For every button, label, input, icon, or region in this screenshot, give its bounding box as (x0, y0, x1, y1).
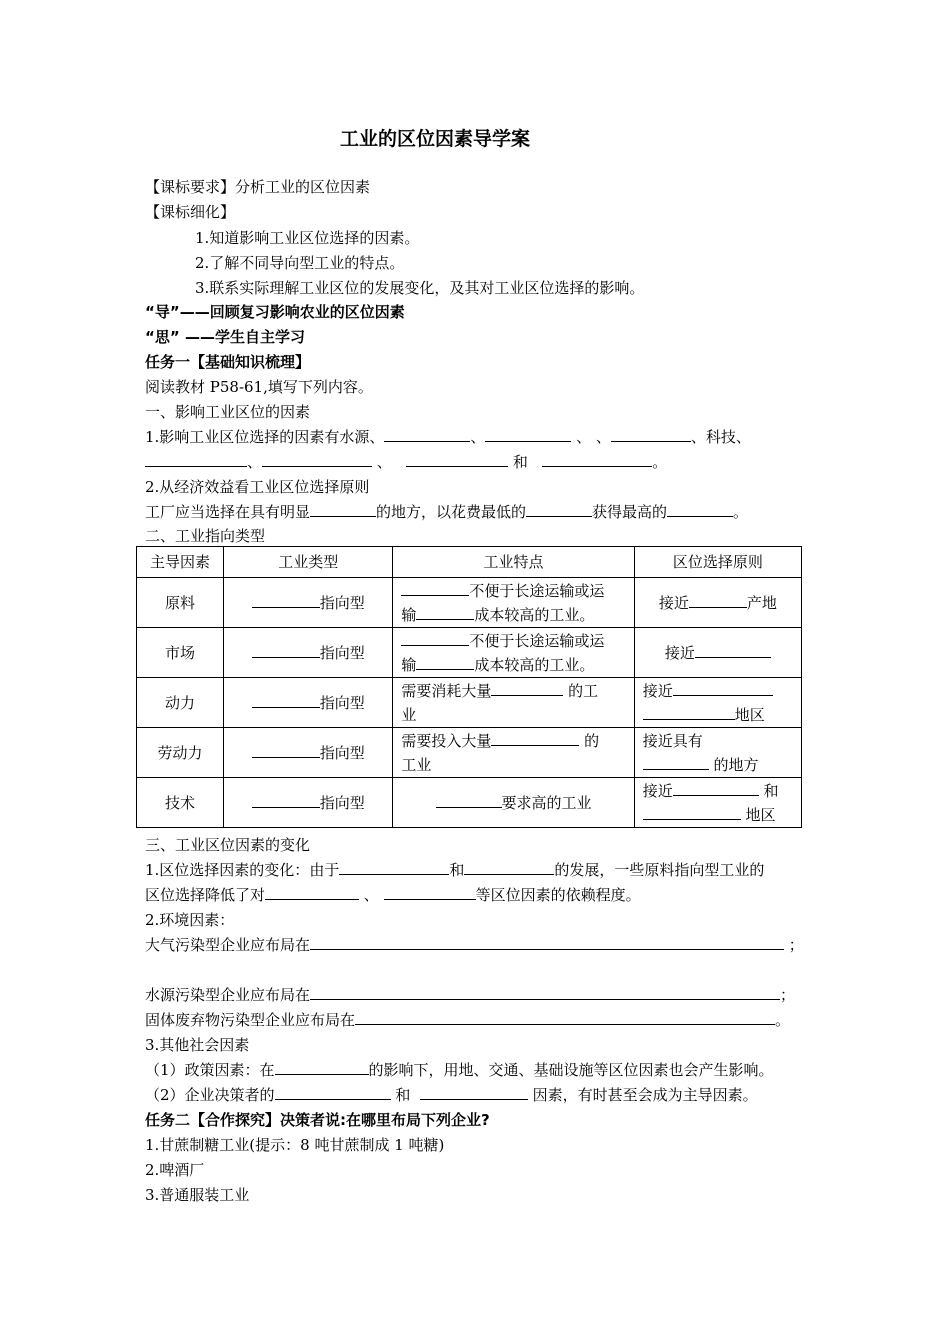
keji-text: 、科技、 (690, 428, 751, 446)
feature-text: 输 (401, 655, 417, 674)
location-cell (634, 728, 801, 778)
policy-line (145, 1060, 774, 1080)
solid-end: 。 (775, 1011, 791, 1029)
feature-text: 成本较高的工业。 (474, 605, 595, 624)
location-text: 接近 (658, 593, 689, 612)
requirement-label: 【课标要求】 (145, 178, 236, 196)
type-cell (224, 628, 393, 678)
air-end: ； (784, 936, 804, 954)
location-text: 地区 (734, 705, 765, 724)
section2-heading: 二、工业指向类型 (145, 527, 266, 545)
fill-blank[interactable] (252, 793, 320, 808)
decision-text: （2）企业决策者的 (145, 1086, 275, 1104)
fill-blank[interactable] (310, 985, 780, 1000)
factors-line-1 (145, 427, 751, 447)
location-text: 产地 (746, 593, 777, 612)
feature-text: 工业 (401, 755, 432, 774)
location-text: 接近 (664, 643, 695, 662)
fill-blank[interactable] (667, 502, 733, 517)
q2-line (145, 502, 748, 522)
feature-cell (393, 628, 634, 678)
change-text: 和 (449, 861, 465, 879)
fill-blank[interactable] (310, 502, 376, 517)
feature-text: 不便于长途运输或运 (469, 631, 605, 650)
type-suffix: 指向型 (319, 793, 365, 812)
location-cell (634, 628, 801, 678)
table-header: 工业类型 (224, 547, 393, 578)
fill-blank[interactable] (252, 643, 320, 658)
feature-text: 输 (401, 605, 417, 624)
location-cell (634, 678, 801, 728)
change-line-1 (145, 860, 764, 880)
type-suffix: 指向型 (319, 643, 365, 662)
solid-waste-line (145, 1010, 790, 1030)
type-suffix: 指向型 (319, 593, 365, 612)
table-header-row (137, 547, 802, 578)
feature-text: 需要消耗大量 (401, 681, 492, 700)
document-title: 工业的区位因素导学案 (339, 128, 530, 150)
curriculum-detail-label: 【课标细化】 (145, 203, 236, 221)
fill-blank[interactable] (436, 793, 502, 808)
table-header: 主导因素 (137, 547, 224, 578)
location-text: 接近具有 (642, 731, 703, 750)
q2-text: 的地方，以花费最低的 (376, 503, 527, 521)
type-cell (224, 728, 393, 778)
water-end: ； (780, 986, 796, 1004)
feature-cell (393, 778, 634, 828)
change-line-2 (145, 885, 641, 905)
reading-instruction: 阅读教材 P58-61,填写下列内容。 (145, 378, 373, 396)
location-cell (634, 578, 801, 628)
separator: 、 (571, 428, 592, 446)
factor-cell: 劳动力 (137, 728, 224, 778)
change-text: 等区位因素的依赖程度。 (475, 886, 641, 904)
fill-blank[interactable] (485, 427, 571, 442)
fill-blank[interactable] (491, 731, 579, 746)
social-heading: 3.其他社会因素 (145, 1036, 250, 1054)
q2-text: 。 (733, 503, 749, 521)
factors-text: 1.影响工业区位选择的因素有水源、 (145, 428, 385, 446)
fill-blank[interactable] (275, 1085, 391, 1100)
fill-blank[interactable] (252, 743, 320, 758)
fill-blank[interactable] (689, 593, 747, 608)
fill-blank[interactable] (420, 1085, 528, 1100)
q2-text: 获得最高的 (592, 503, 668, 521)
solid-text: 固体废弃物污染型企业应布局在 (145, 1011, 356, 1029)
q2-heading: 2.从经济效益看工业区位选择原则 (145, 478, 370, 496)
task2-item-3: 3.普通服装工业 (145, 1186, 250, 1204)
fill-blank[interactable] (542, 452, 652, 467)
dao-heading: “导”——回顾复习影响农业的区位因素 (145, 303, 405, 321)
air-pollution-line (145, 935, 804, 955)
policy-text: 的影响下，用地、交通、基础设施等区位因素也会产生影响。 (368, 1061, 774, 1079)
factor-cell: 原料 (137, 578, 224, 628)
fill-blank[interactable] (401, 581, 469, 596)
feature-text: 的 (579, 731, 600, 750)
factor-cell: 动力 (137, 678, 224, 728)
task1-heading: 任务一【基础知识梳理】 (145, 353, 311, 371)
type-suffix: 指向型 (319, 743, 365, 762)
fill-blank[interactable] (406, 452, 508, 467)
type-cell (224, 578, 393, 628)
air-text: 大气污染型企业应布局在 (145, 936, 311, 954)
decision-line (145, 1085, 758, 1105)
fill-blank[interactable] (262, 452, 372, 467)
table-header: 工业特点 (393, 547, 634, 578)
fill-blank[interactable] (643, 705, 735, 720)
feature-cell (393, 678, 634, 728)
type-cell (224, 678, 393, 728)
feature-text: 需要投入大量 (401, 731, 492, 750)
period: 。 (652, 453, 668, 471)
feature-cell (393, 578, 634, 628)
fill-blank[interactable] (252, 593, 320, 608)
policy-text: （1）政策因素：在 (145, 1061, 275, 1079)
table-header: 区位选择原则 (634, 547, 801, 578)
task2-item-1: 1.甘蔗制糖工业(提示：8 吨甘蔗制成 1 吨糖) (145, 1136, 445, 1154)
fill-blank[interactable] (526, 502, 592, 517)
water-pollution-line (145, 985, 795, 1005)
factor-cell: 市场 (137, 628, 224, 678)
fill-blank[interactable] (643, 755, 709, 770)
feature-text: 要求高的工业 (501, 793, 592, 812)
change-text: 区位选择降低了对 (145, 886, 266, 904)
separator: 、 (595, 428, 611, 446)
detail-item-3: 3.联系实际理解工业区位的发展变化，及其对工业区位选择的影响。 (195, 279, 645, 297)
water-text: 水源污染型企业应布局在 (145, 986, 311, 1004)
fill-blank[interactable] (673, 781, 759, 796)
separator: 、 (470, 428, 486, 446)
feature-text: 的工 (563, 681, 599, 700)
section3-heading: 三、工业区位因素的变化 (145, 836, 311, 854)
feature-text: 不便于长途运输或运 (469, 581, 605, 600)
table-row (137, 678, 802, 728)
task2-item-2: 2.啤酒厂 (145, 1161, 205, 1179)
decision-text: 因素，有时甚至会成为主导因素。 (527, 1086, 758, 1104)
fill-blank[interactable] (643, 805, 741, 820)
fill-blank[interactable] (252, 693, 320, 708)
type-cell (224, 778, 393, 828)
and-text: 和 (508, 453, 533, 471)
q2-text: 工厂应当选择在具有明显 (145, 503, 311, 521)
location-cell (634, 778, 801, 828)
fill-blank[interactable] (695, 643, 771, 658)
fill-blank[interactable] (384, 427, 470, 442)
separator: 、 (247, 453, 263, 471)
table-row (137, 728, 802, 778)
curriculum-requirement (145, 177, 370, 197)
fill-blank[interactable] (384, 885, 476, 900)
fill-blank[interactable] (310, 935, 784, 950)
type-suffix: 指向型 (319, 693, 365, 712)
feature-cell (393, 728, 634, 778)
location-text: 接近 (642, 781, 673, 800)
fill-blank[interactable] (265, 885, 359, 900)
change-text: 的发展，一些原料指向型工业的 (554, 861, 765, 879)
separator: 、 (372, 453, 397, 471)
location-text: 地区 (740, 805, 776, 824)
si-heading: “思” ——学生自主学习 (145, 328, 305, 346)
industry-orientation-table (136, 546, 802, 828)
fill-blank[interactable] (611, 427, 691, 442)
factors-line-2 (145, 452, 667, 472)
feature-text: 成本较高的工业。 (474, 655, 595, 674)
fill-blank[interactable] (275, 1060, 369, 1075)
table-row (137, 628, 802, 678)
table-row (137, 578, 802, 628)
decision-text: 和 (390, 1086, 416, 1104)
fill-blank[interactable] (491, 681, 563, 696)
detail-item-2: 2.了解不同导向型工业的特点。 (195, 254, 405, 272)
env-heading: 2.环境因素： (145, 911, 235, 929)
location-text: 接近 (642, 681, 673, 700)
fill-blank[interactable] (401, 631, 469, 646)
section1-heading: 一、影响工业区位的因素 (145, 403, 311, 421)
table-row (137, 778, 802, 828)
requirement-text: 分析工业的区位因素 (235, 178, 371, 196)
task2-heading: 任务二【合作探究】决策者说:在哪里布局下列企业? (145, 1111, 490, 1129)
change-text: 1.区位选择因素的变化：由于 (145, 861, 340, 879)
fill-blank[interactable] (355, 1010, 775, 1025)
fill-blank[interactable] (416, 655, 474, 670)
change-text: 、 (359, 886, 379, 904)
fill-blank[interactable] (673, 681, 773, 696)
location-text: 和 (758, 781, 779, 800)
location-text: 的地方 (708, 755, 759, 774)
fill-blank[interactable] (464, 860, 554, 875)
feature-text: 业 (401, 705, 417, 724)
detail-item-1: 1.知道影响工业区位选择的因素。 (195, 229, 420, 247)
fill-blank[interactable] (339, 860, 449, 875)
fill-blank[interactable] (416, 605, 474, 620)
fill-blank[interactable] (145, 452, 247, 467)
factor-cell: 技术 (137, 778, 224, 828)
